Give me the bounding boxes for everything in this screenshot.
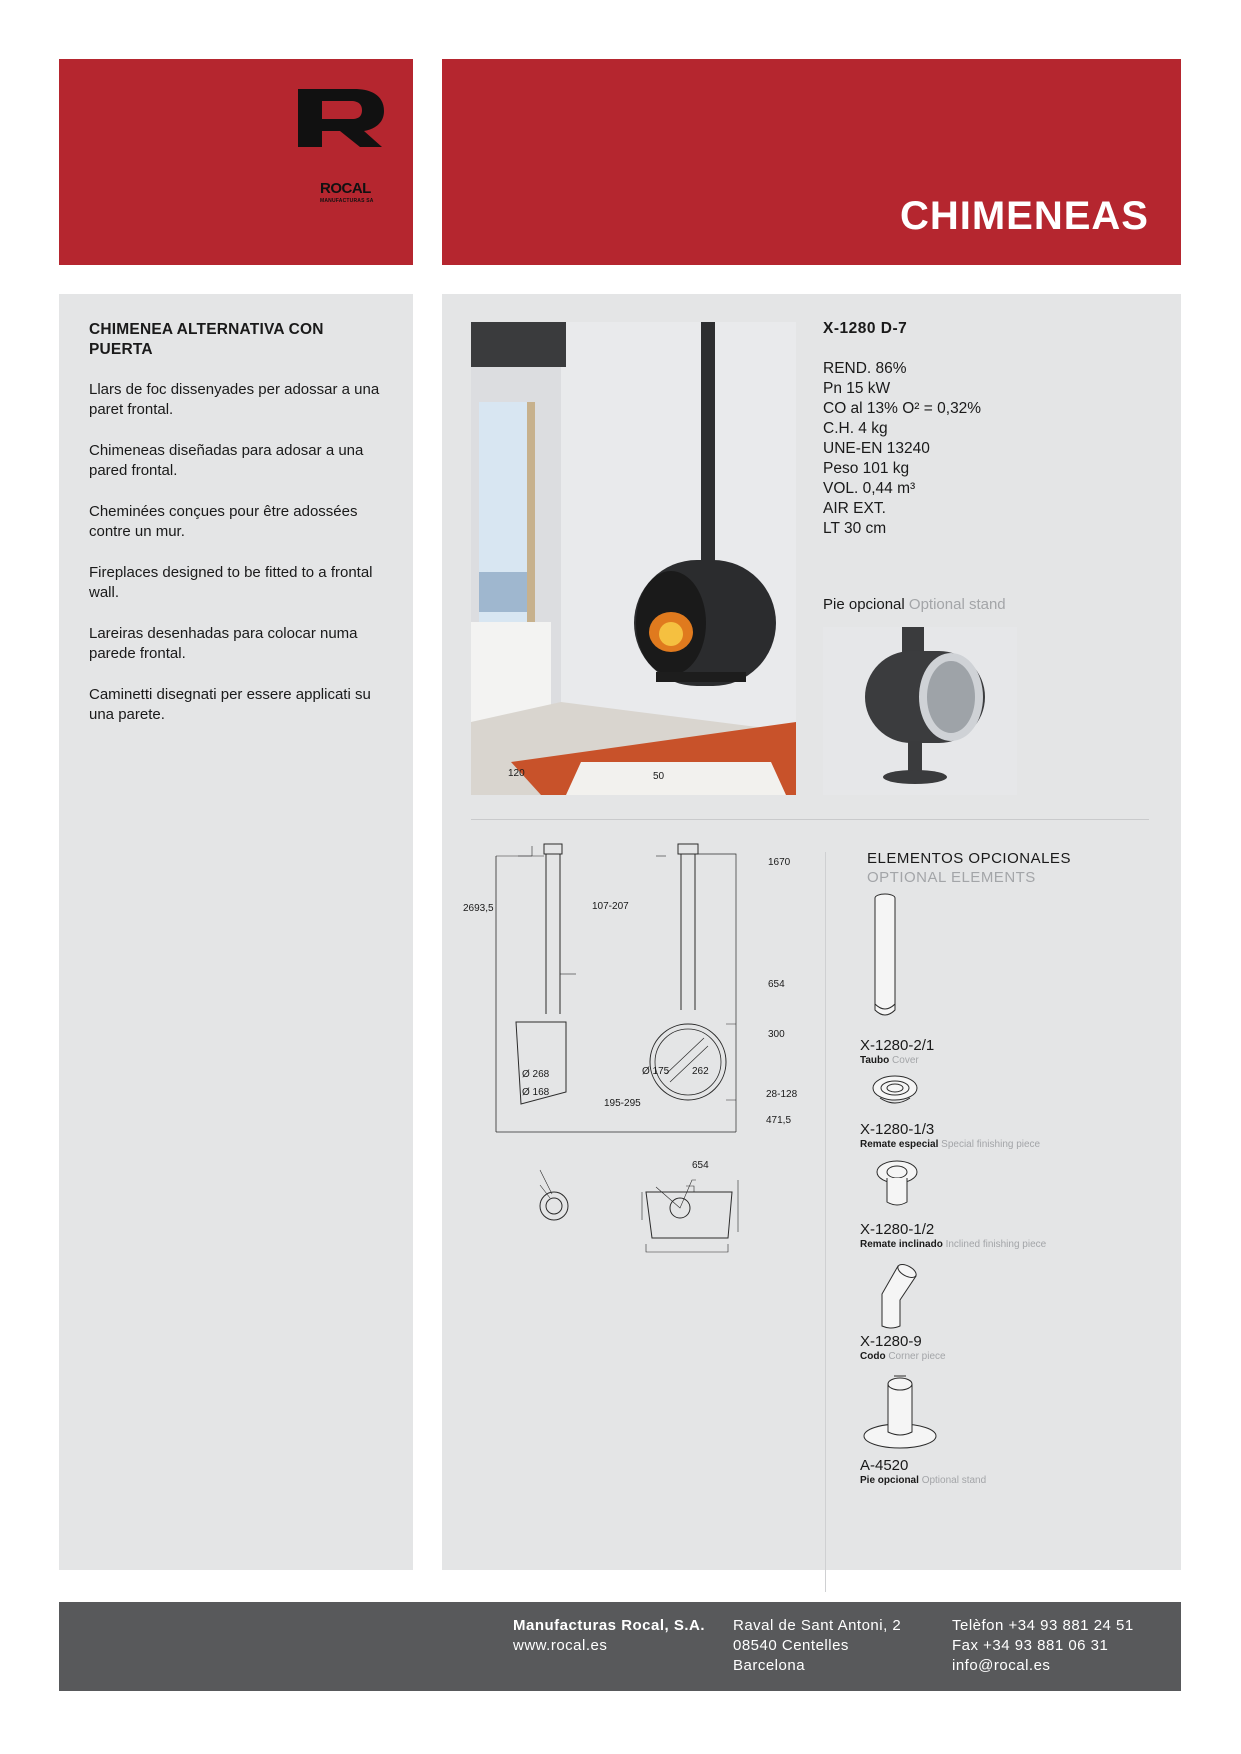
description-fr: Cheminées conçues pour être adossées contre un mur.	[89, 503, 358, 540]
optional-code-5: A-4520	[860, 1457, 909, 1474]
elbow-icon	[872, 1264, 920, 1330]
brand-name: ROCAL	[320, 180, 371, 197]
dim-107-207: 107-207	[592, 901, 629, 912]
dim-654-plan: 654	[692, 1160, 709, 1171]
stand-caption	[823, 596, 1006, 613]
optional-title: ELEMENTOS OPCIONALES	[867, 850, 1071, 867]
description-panel	[59, 294, 413, 1570]
spec-efficiency: REND. 86%	[823, 360, 907, 377]
dim-d268: Ø 268	[522, 1069, 550, 1080]
brand-sub: MANUFACTURAS SA	[320, 198, 374, 204]
front-flue	[681, 854, 695, 1010]
optional-stand-icon	[860, 1374, 940, 1454]
spec-weight: Peso 101 kg	[823, 460, 910, 477]
dim-50: 50	[653, 771, 665, 782]
contact-phone: Telèfon +34 93 881 24 51	[952, 1617, 1134, 1634]
description-es: Chimeneas diseñadas para adosar a una pared frontal.	[89, 442, 364, 479]
footer-company-block	[513, 1616, 705, 1656]
dim-300: 300	[768, 1029, 785, 1040]
spec-volume: VOL. 0,44 m³	[823, 480, 916, 497]
rocal-logo-mark	[296, 87, 386, 149]
company-name: Manufacturas Rocal, S.A.	[513, 1617, 706, 1634]
dim-262: 262	[692, 1066, 709, 1077]
dim-d175: Ø 175	[642, 1066, 670, 1077]
side-flue	[546, 854, 560, 1014]
descriptions	[89, 380, 384, 746]
dim-471: 471,5	[766, 1115, 792, 1126]
spec-charge: C.H. 4 kg	[823, 420, 888, 437]
dim-1670: 1670	[768, 857, 791, 868]
plan-body	[646, 1192, 732, 1238]
product-photo	[471, 322, 796, 795]
dim-28-128: 28-128	[766, 1089, 798, 1100]
spec-co: CO al 13% O² = 0,32%	[823, 400, 982, 417]
flue-section-inner	[546, 1198, 562, 1214]
section-divider	[471, 819, 1149, 820]
dim-195-295: 195-295	[604, 1098, 641, 1109]
logo-panel	[59, 59, 413, 265]
description-pt: Lareiras desenhadas para colocar numa parede frontal.	[89, 625, 358, 662]
optional-title-en: OPTIONAL ELEMENTS	[867, 869, 1036, 886]
side-flue-top	[544, 844, 562, 854]
spec-standard: UNE-EN 13240	[823, 440, 930, 457]
address-line-1: Raval de Sant Antoni, 2	[733, 1617, 902, 1634]
company-website[interactable]: www.rocal.es	[513, 1637, 608, 1654]
footer-contact-block	[952, 1616, 1134, 1676]
optional-name-1: Taubo Cover	[860, 1055, 919, 1066]
product-heading: CHIMENEA ALTERNATIVA CON PUERTA	[89, 321, 324, 358]
optional-code-1: X-1280-2/1	[860, 1037, 935, 1054]
dim-d168: Ø 168	[522, 1087, 550, 1098]
front-flue-top	[678, 844, 698, 854]
column-separator	[825, 852, 826, 1592]
optional-name-4: Codo Corner piece	[860, 1351, 946, 1362]
spec-power: Pn 15 kW	[823, 380, 891, 397]
stand-label: Pie opcional	[823, 596, 905, 613]
optional-name-2: Remate especial Special finishing piece	[860, 1139, 1041, 1150]
inclined-finish-icon	[875, 1158, 921, 1210]
optional-code-3: X-1280-1/2	[860, 1221, 935, 1238]
title-panel	[442, 59, 1181, 265]
description-it: Caminetti disegnati per essere applicati su una parete.	[89, 686, 371, 723]
optional-code-2: X-1280-1/3	[860, 1121, 935, 1138]
spec-length: LT 30 cm	[823, 520, 887, 537]
tube-icon	[870, 892, 900, 1032]
dim-120: 120	[508, 768, 525, 779]
optional-code-4: X-1280-9	[860, 1333, 922, 1350]
description-en: Fireplaces designed to be fitted to a frontal wall.	[89, 564, 373, 601]
dim-654-front: 654	[768, 979, 785, 990]
footer-address-block	[733, 1616, 901, 1676]
model-code: X-1280 D-7	[823, 320, 908, 337]
spec-air: AIR EXT.	[823, 500, 886, 517]
address-line-2: 08540 Centelles	[733, 1637, 849, 1654]
optional-name-5: Pie opcional Optional stand	[860, 1475, 987, 1486]
dim-2693: 2693,5	[463, 903, 494, 914]
stand-photo	[823, 627, 1017, 795]
front-body	[650, 1024, 726, 1100]
spec-list	[823, 359, 981, 539]
flue-section-outer	[540, 1192, 568, 1220]
optional-name-3: Remate inclinado Inclined finishing piece	[860, 1239, 1047, 1250]
stand-label-en: Optional stand	[908, 596, 1006, 613]
page-title: CHIMENEAS	[899, 194, 1149, 238]
footer	[59, 1602, 1181, 1691]
description-ca: Llars de foc dissenyades per adossar a una paret frontal.	[89, 381, 380, 418]
address-line-3: Barcelona	[733, 1657, 806, 1674]
contact-email[interactable]: info@rocal.es	[952, 1657, 1051, 1674]
special-finish-icon	[870, 1074, 920, 1114]
contact-fax: Fax +34 93 881 06 31	[952, 1637, 1109, 1654]
product-panel	[442, 294, 1181, 1570]
